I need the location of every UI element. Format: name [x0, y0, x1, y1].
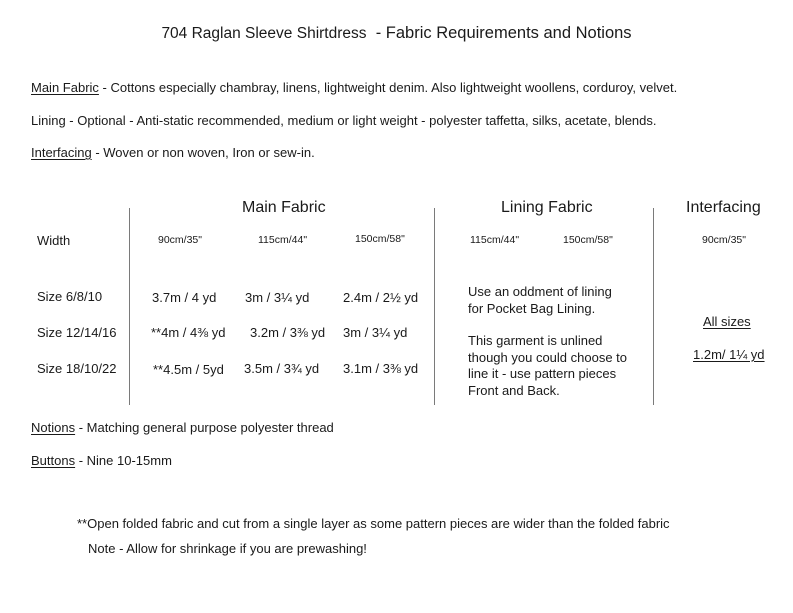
width-lining-150: 150cm/58" [563, 234, 613, 246]
main-fabric-label: Main Fabric [31, 80, 99, 95]
column-divider [653, 208, 654, 405]
interfacing-amount: 1.2m/ 1¼ yd [693, 347, 765, 362]
size-label: Size 12/14/16 [37, 325, 117, 340]
width-label: Width [37, 233, 71, 248]
lining-line: Lining - Optional - Anti-static recommended, medium or light weight - polyester taffetta, silks, acetate, blends. [31, 113, 657, 128]
main-value: 3.5m / 3¾ yd [244, 361, 320, 376]
main-value: 3.1m / 3⅜ yd [343, 361, 419, 376]
width-main-90: 90cm/35" [158, 234, 202, 246]
width-main-150: 150cm/58" [355, 233, 405, 245]
buttons-label: Buttons [31, 453, 76, 468]
pattern-name: 704 Raglan Sleeve Shirtdress [161, 25, 367, 42]
column-divider [129, 208, 130, 405]
lining-note-unlined: This garment is unlined though you could choose to line it - use pattern pieces Front and Back. [468, 333, 628, 398]
footnote: **Open folded fabric and cut from a single layer as some pattern pieces are wider than the folded fabric [77, 516, 670, 531]
main-fabric-line [31, 80, 677, 95]
main-value: 2.4m / 2½ yd [343, 290, 419, 305]
size-label: Size 6/8/10 [37, 289, 103, 304]
prewash-note: Note - Allow for shrinkage if you are prewashing! [88, 541, 367, 556]
notions-text: - Matching general purpose polyester thread [75, 420, 334, 435]
width-interfacing-90: 90cm/35" [702, 234, 746, 246]
page-subtitle: - Fabric Requirements and Notions [375, 24, 632, 42]
header-interfacing: Interfacing [686, 199, 761, 216]
lining-note-pocket: Use an oddment of lining for Pocket Bag Lining. [468, 284, 612, 316]
size-label: Size 18/10/22 [37, 361, 117, 376]
width-lining-115: 115cm/44" [470, 234, 520, 246]
main-value: **4.5m / 5yd [153, 362, 224, 377]
interfacing-text: - Woven or non woven, Iron or sew-in. [91, 145, 315, 160]
header-lining-fabric: Lining Fabric [501, 199, 593, 216]
main-value: 3m / 3¼ yd [245, 290, 310, 305]
header-main-fabric: Main Fabric [242, 199, 326, 216]
width-main-115: 115cm/44" [258, 234, 308, 246]
main-value: 3m / 3¼ yd [343, 325, 408, 340]
interfacing-all-sizes: All sizes [703, 314, 751, 329]
main-value: 3.7m / 4 yd [152, 290, 217, 305]
interfacing-line [31, 145, 315, 160]
main-fabric-text: - Cottons especially chambray, linens, lightweight denim. Also lightweight woollens, corduroy, velvet. [98, 80, 678, 95]
notions-label: Notions [31, 420, 76, 435]
notions-line [31, 420, 334, 435]
page-title [0, 24, 793, 43]
buttons-text: - Nine 10-15mm [75, 453, 172, 468]
main-value: 3.2m / 3⅜ yd [250, 325, 326, 340]
column-divider [434, 208, 435, 405]
buttons-line [31, 453, 172, 468]
main-value: **4m / 4⅜ yd [151, 325, 226, 340]
interfacing-label: Interfacing [31, 145, 92, 160]
